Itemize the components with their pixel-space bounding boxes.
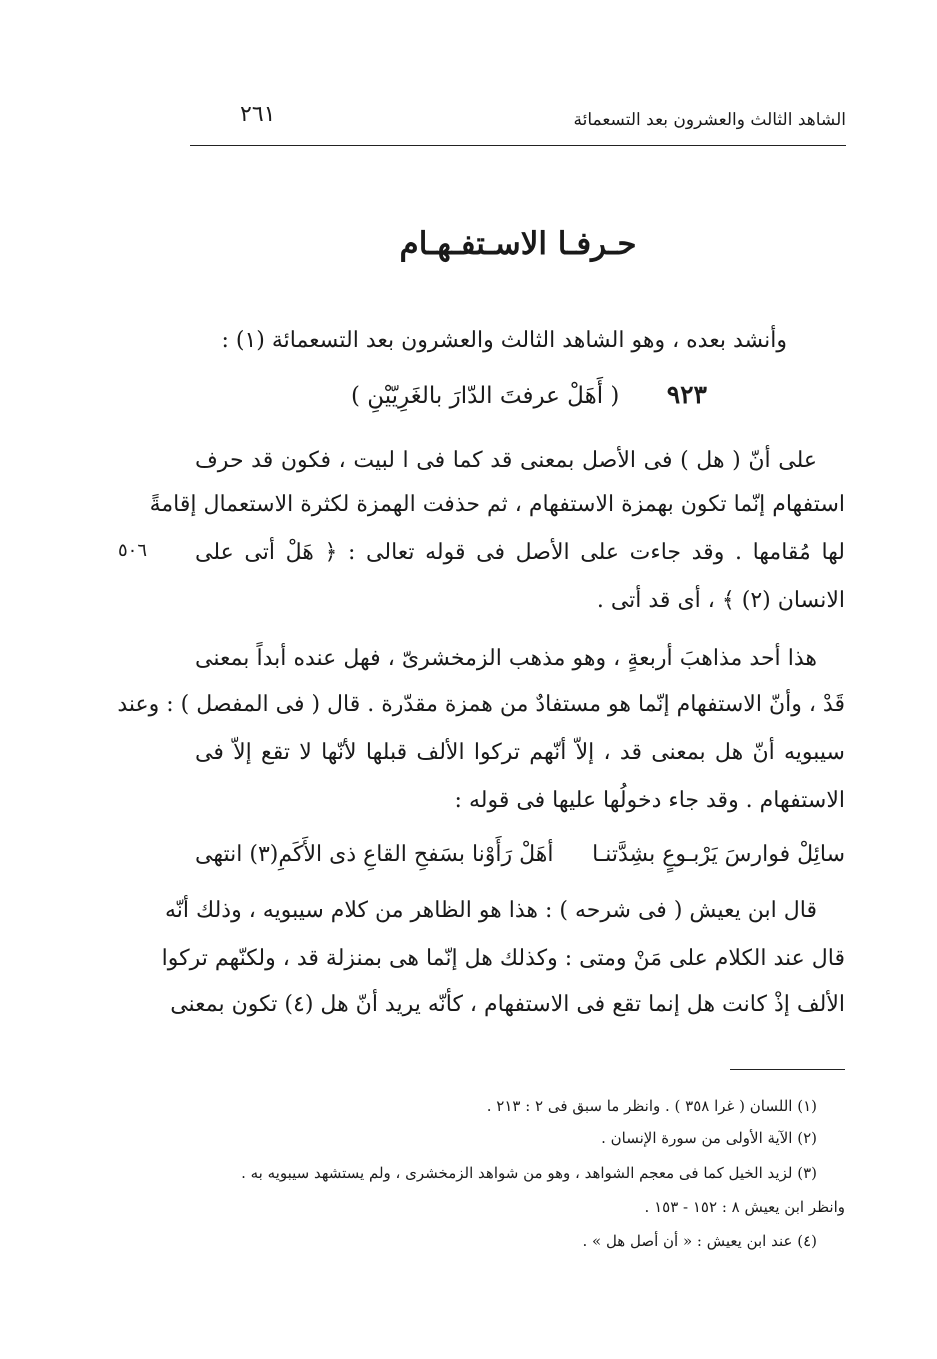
header-rule	[190, 145, 846, 146]
section-title: حـرفـا الاسـتفـهـام	[399, 226, 637, 262]
paragraph-line: على أنّ ( هل ) فى الأصل بمعنى قد كما فى ا لبيت ، فكون قد حرف	[195, 448, 817, 473]
paragraph-line: لها مُقامها . وقد جاءت على الأصل فى قوله تعالى : ﴿ هَلْ أتى على	[195, 540, 845, 565]
witness-verse: ( أَهَلْ عرفتَ الدّارَ بالغَرِيّيْنِ )	[350, 383, 620, 409]
witness-number: ٩٢٣	[666, 380, 707, 409]
margin-reference: ٥٠٦	[118, 540, 148, 561]
paragraph-line: قَدْ ، وأنّ الاستفهام إنّما هو مستفادٌ من همزة مقدّرة . قال ( فى المفصل ) : وعند	[117, 692, 845, 717]
footnote-rule	[730, 1069, 845, 1070]
verse-hemistich-second: أهَلْ رَأَوْنا بسَفحِ القاعِ ذى الأَكَمِ(٣) انتهى	[195, 842, 554, 867]
footnote: (١) اللسان ( غرا ٣٥٨ ) . وانظر ما سبق فى ٢ : ٢١٣ .	[486, 1097, 817, 1115]
page-number: ٢٦١	[240, 102, 276, 127]
footnote: (٤) عند ابن يعيش : « أن أصل هل » .	[582, 1232, 817, 1250]
paragraph-line: استفهام إنّما تكون بهمزة الاستفهام ، ثم حذفت الهمزة لكثرة الاستعمال إقامةً	[149, 492, 845, 517]
paragraph-line: الاستفهام . وقد جاء دخولُها عليها فى قوله :	[454, 788, 845, 813]
verse-hemistich-first: سائِلْ فوارسَ يَرْبـوعٍ بشِدَّتنـا	[592, 842, 845, 867]
paragraph-line: الانسان (٢) ﴾ ، أى قد أتى .	[596, 588, 845, 613]
footnote: (٣) لزيد الخيل كما فى معجم الشواهد ، وهو من شواهد الزمخشرى ، ولم يستشهد سيبويه به .	[241, 1164, 817, 1182]
paragraph-line: هذا أحد مذاهبَ أربعةٍ ، وهو مذهب الزمخشرىّ ، فهل عنده أبداً بمعنى	[195, 646, 817, 671]
paragraph-line: الألف إذْ كانت هل إنما تقع فى الاستفهام ، كأنّه يريد أنّ هل (٤) تكون بمعنى	[170, 992, 845, 1017]
paragraph-line: سيبويه أنّ هل بمعنى قد ، إلاّ أنّهم تركوا الألف قبلها لأنّها لا تقع إلاّ فى	[195, 740, 845, 765]
paragraph-line: قال ابن يعيش ( فى شرحه ) : هذا هو الظاهر من كلام سيبويه ، وذلك أنّه	[165, 898, 817, 923]
page-header	[190, 100, 846, 146]
paragraph-line: قال عند الكلام على مَنْ ومتى : وكذلك هل إنّما هى بمنزلة قد ، ولكنّهم تركوا	[161, 946, 845, 971]
footnote-continuation: وانظر ابن يعيش ٨ : ١٥٢ - ١٥٣ .	[644, 1198, 845, 1216]
intro-line: وأنشد بعده ، وهو الشاهد الثالث والعشرون بعد التسعمائة (١) :	[221, 328, 787, 353]
footnote: (٢) الآية الأولى من سورة الإنسان .	[601, 1129, 817, 1147]
witness-entry	[351, 380, 707, 409]
running-title: الشاهد الثالث والعشرون بعد التسعمائة	[573, 110, 846, 130]
